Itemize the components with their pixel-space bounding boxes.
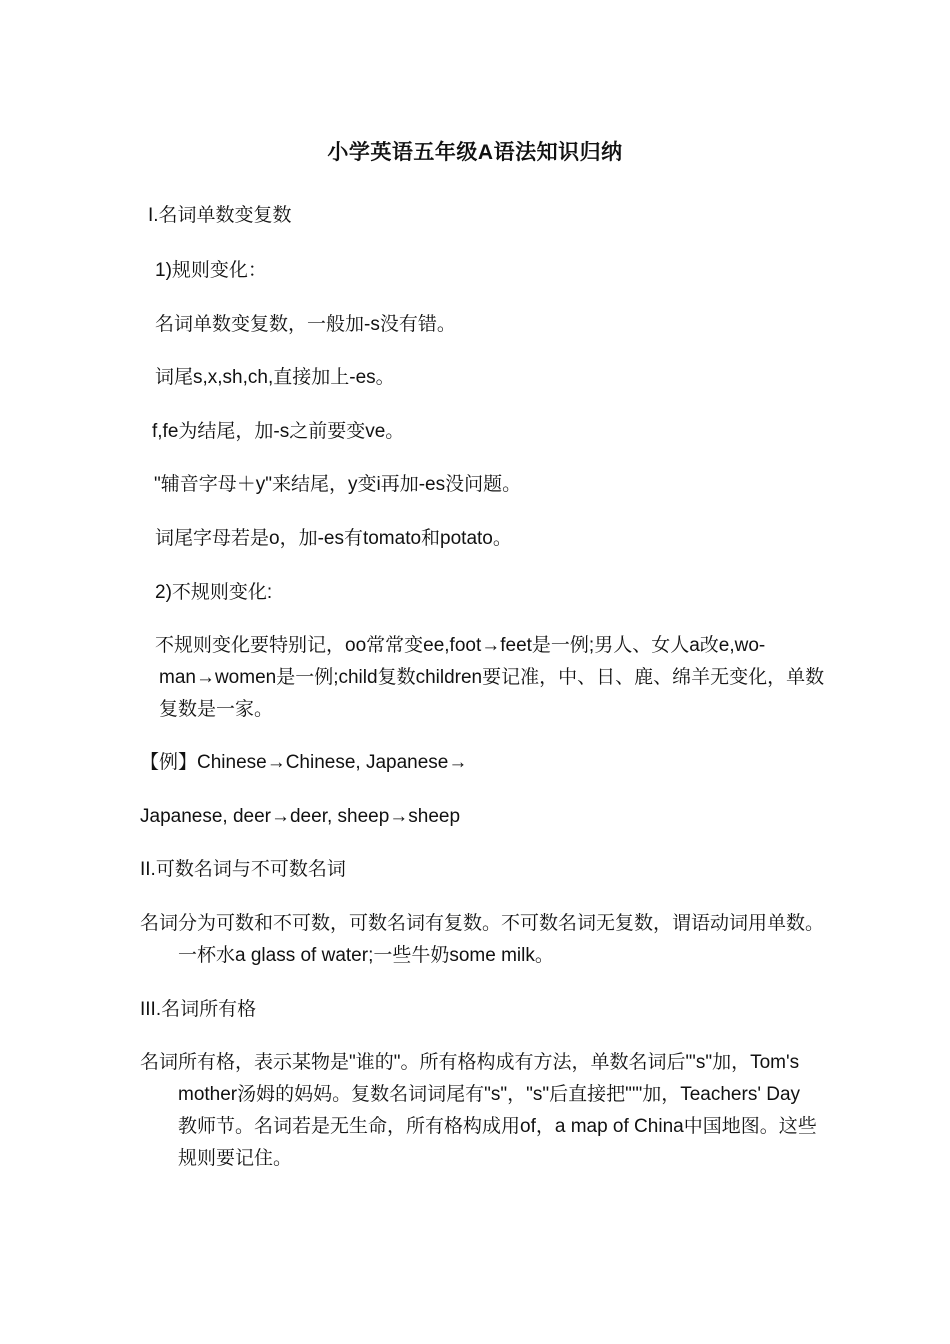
- rule-line: 名词单数变复数，一般加-s没有错。: [155, 314, 456, 335]
- paragraph-line: man→women是一例;child复数children要记准，中、日、鹿、绵羊无变化，单数: [159, 667, 825, 688]
- paragraph-line: 不规则变化要特别记，oo常常变ee,foot→feet是一例;男人、女人a改e,wo-: [155, 635, 766, 656]
- document-title: 小学英语五年级A语法知识归纳: [327, 141, 623, 164]
- paragraph-line: 名词分为可数和不可数，可数名词有复数。不可数名词无复数，谓语动词用单数。: [140, 913, 825, 934]
- section-heading-nouns-plural: I.名词单数变复数: [148, 205, 292, 226]
- section-heading-countable: II.可数名词与不可数名词: [140, 859, 346, 880]
- paragraph-line: 一杯水a glass of water;一些牛奶some milk。: [178, 945, 554, 966]
- paragraph-line: 规则要记住。: [178, 1148, 293, 1169]
- example-line: 【例】Chinese→Chinese, Japanese→: [140, 752, 468, 773]
- rule-line: "辅音字母＋y"来结尾，y变i再加-es没问题。: [154, 474, 522, 495]
- paragraph-line: 复数是一家。: [159, 699, 274, 720]
- rule-line: 词尾s,x,sh,ch,直接加上-es。: [155, 367, 395, 388]
- paragraph-line: 名词所有格，表示某物是"谁的"。所有格构成有方法，单数名词后"'s"加，Tom's: [140, 1052, 800, 1073]
- irregular-paragraph: [155, 630, 825, 726]
- possessive-paragraph: [140, 1047, 830, 1175]
- countable-paragraph: [140, 908, 830, 972]
- rule-line: 词尾字母若是o，加-es有tomato和potato。: [155, 528, 512, 549]
- subheading-regular-change: 1)规则变化：: [155, 260, 267, 281]
- paragraph-line: mother汤姆的妈妈。复数名词词尾有"s"，"s"后直接把"'"加，Teachers' Day: [178, 1084, 801, 1105]
- example-line: Japanese, deer→deer, sheep→sheep: [140, 806, 461, 827]
- section-heading-possessive: III.名词所有格: [140, 999, 257, 1020]
- rule-line: f,fe为结尾，加-s之前要变ve。: [152, 421, 405, 442]
- paragraph-line: 教师节。名词若是无生命，所有格构成用of，a map of China中国地图。这些: [178, 1116, 817, 1137]
- subheading-irregular-change: 2)不规则变化:: [155, 582, 273, 603]
